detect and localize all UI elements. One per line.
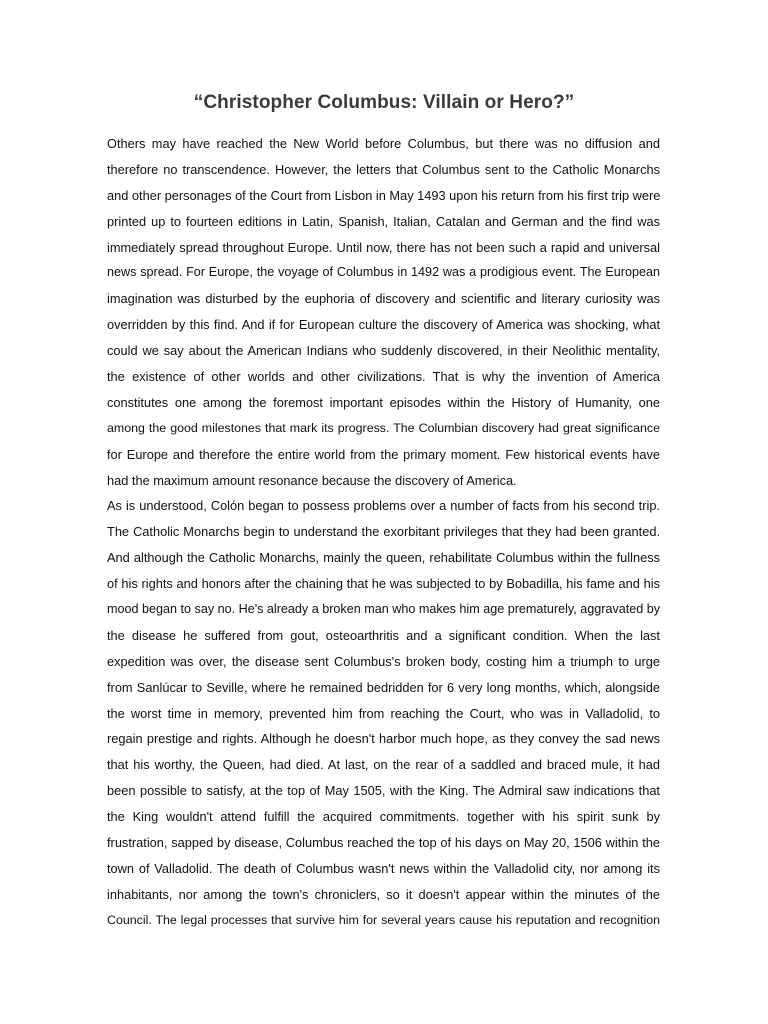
text-line: that his worthy, the Queen, had died. At last, on the rear of a saddled and braced mule, it had bbox=[107, 757, 660, 773]
text-line: town of Valladolid. The death of Columbus wasn't news within the Valladolid city, nor among its bbox=[107, 860, 660, 876]
text-line: for Europe and therefore the entire world from the primary moment. Few historical events have bbox=[107, 446, 660, 462]
text-line: Council. The legal processes that survive him for several years cause his reputation and recognition bbox=[107, 912, 660, 927]
text-line: the King wouldn't attend fulfill the acquired commitments. together with his spirit sunk by bbox=[107, 809, 660, 825]
document-title: “Christopher Columbus: Villain or Hero?” bbox=[193, 92, 575, 113]
text-line: constitutes one among the foremost important episodes within the History of Humanity, one bbox=[107, 394, 660, 410]
text-line: inhabitants, nor among the town's chroniclers, so it doesn't appear within the minutes of the bbox=[107, 886, 660, 902]
text-line: could we say about the American Indians who suddenly discovered, in their Neolithic mentality, bbox=[107, 343, 660, 359]
text-line: regain prestige and rights. Although he doesn't harbor much hope, as they convey the sad news bbox=[107, 731, 660, 747]
text-line: The Catholic Monarchs begin to understand the exorbitant privileges that they had been granted. bbox=[107, 524, 660, 540]
text-line: frustration, sapped by disease, Columbus reached the top of his days on May 20, 1506 within the bbox=[107, 835, 660, 851]
text-line: mood began to say no. He's already a broken man who makes him age prematurely, aggravated by bbox=[107, 602, 660, 617]
text-line: immediately spread throughout Europe. Until now, there has not been such a rapid and universal bbox=[107, 239, 660, 255]
text-line: expedition was over, the disease sent Columbus's broken body, costing him a triumph to urge bbox=[107, 653, 660, 669]
text-line: among the good milestones that mark its progress. The Columbian discovery had great significance bbox=[107, 420, 660, 435]
text-line: and other personages of the Court from Lisbon in May 1493 upon his return from his first trip were bbox=[107, 187, 660, 203]
text-line: been possible to satisfy, at the top of May 1505, with the King. The Admiral saw indications that bbox=[107, 783, 660, 799]
text-line: had the maximum amount resonance because the discovery of America. bbox=[107, 472, 517, 488]
text-line: printed up to fourteen editions in Latin, Spanish, Italian, Catalan and German and the find was bbox=[107, 213, 660, 229]
text-line: imagination was disturbed by the euphoria of discovery and scientific and literary curiosity was bbox=[107, 291, 660, 307]
text-line: the worst time in memory, prevented him from reaching the Court, who was in Valladolid, to bbox=[107, 705, 660, 721]
text-line: the disease he suffered from gout, osteoarthritis and a significant condition. When the last bbox=[107, 627, 660, 643]
text-line: of his rights and honors after the chaining that he was subjected to by Bobadilla, his fame and his bbox=[107, 576, 660, 592]
text-line: therefore no transcendence. However, the letters that Columbus sent to the Catholic Monarchs bbox=[107, 161, 660, 177]
text-line: And although the Catholic Monarchs, mainly the queen, rehabilitate Columbus within the fullness bbox=[107, 550, 660, 566]
text-line: the existence of other worlds and other civilizations. That is why the invention of America bbox=[107, 369, 660, 385]
text-line: overridden by this find. And if for European culture the discovery of America was shocking, what bbox=[107, 317, 660, 333]
text-line: Others may have reached the New World before Columbus, but there was no diffusion and bbox=[107, 136, 660, 151]
text-line: news spread. For Europe, the voyage of Columbus in 1492 was a prodigious event. The European bbox=[107, 265, 660, 280]
text-line: from Sanlúcar to Seville, where he remained bedridden for 6 very long months, which, alongside bbox=[107, 679, 660, 695]
document-body bbox=[107, 131, 660, 934]
text-line: As is understood, Colón began to possess problems over a number of facts from his second trip. bbox=[107, 498, 660, 514]
